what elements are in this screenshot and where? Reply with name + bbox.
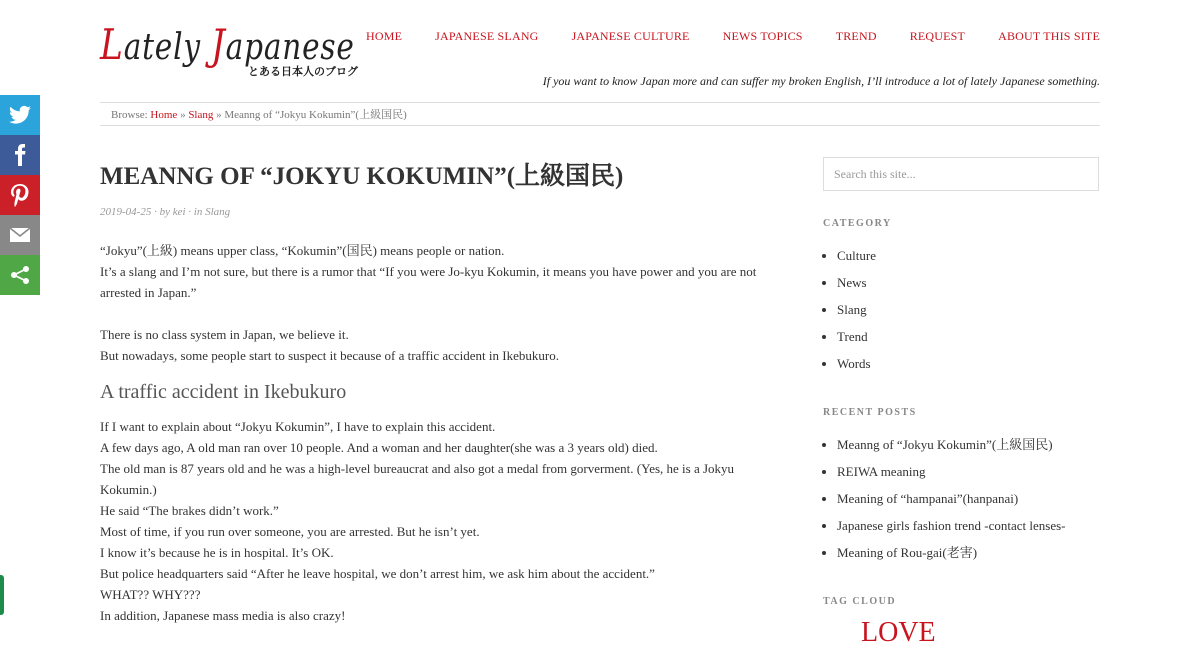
category-label: Slang (837, 302, 867, 317)
post-paragraph: It’s a slang and I’m not sure, but there is a rumor that “If you were Jo-kyu Kokumin, it means you have power and you are not arrested in Japan.” (100, 264, 757, 300)
nav-japanese-slang[interactable]: JAPANESE SLANG (435, 29, 539, 43)
recent-post-label: Meanng of “Jokyu Kokumin”(上級国民) (837, 437, 1053, 452)
nav-news-topics[interactable]: NEWS TOPICS (722, 29, 803, 43)
post-by-label: by (159, 206, 170, 218)
recent-post-item[interactable] (837, 431, 1099, 458)
recent-post-item[interactable] (837, 485, 1099, 512)
recent-post-label: Meaning of Rou-gai(老害) (837, 545, 978, 560)
tag-cloud-widget (823, 596, 1099, 607)
breadcrumb-separator: » (180, 109, 186, 121)
recent-post-label: Meaning of “hampanai”(hanpanai) (837, 491, 1019, 506)
breadcrumb-prefix: Browse: (111, 109, 148, 121)
sidebar (823, 157, 1099, 648)
breadcrumb (100, 102, 1100, 126)
tag-love[interactable]: LOVE (861, 617, 936, 648)
post-in-label: in (193, 206, 203, 218)
pinterest-icon (8, 183, 32, 207)
breadcrumb-home[interactable]: Home (150, 109, 178, 121)
category-widget (823, 218, 1099, 377)
main-nav (333, 29, 1100, 44)
nav-home[interactable]: HOME (366, 29, 403, 43)
nav-trend[interactable]: TREND (835, 29, 877, 43)
post-paragraph: He said “The brakes didn’t work.” (100, 503, 279, 518)
recent-post-label: Japanese girls fashion trend -contact lenses- (837, 518, 1066, 533)
recent-posts-title: RECENT POSTS (823, 407, 917, 418)
recent-post-label: REIWA meaning (837, 464, 926, 479)
category-item-culture[interactable] (837, 242, 1099, 269)
site-logo[interactable] (100, 20, 360, 84)
post-category[interactable]: Slang (205, 206, 231, 218)
pinterest-share-button[interactable] (0, 175, 40, 215)
facebook-icon (8, 143, 32, 167)
more-share-button[interactable] (0, 255, 40, 295)
category-label: Words (837, 356, 871, 371)
facebook-share-button[interactable] (0, 135, 40, 175)
breadcrumb-slang[interactable]: Slang (188, 109, 214, 121)
search-input[interactable] (823, 157, 1099, 191)
post-paragraph: But police headquarters said “After he leave hospital, we don’t arrest him, we ask him about the accident.” (100, 566, 655, 581)
post-paragraph: “Jokyu”(上級) means upper class, “Kokumin”(国民) means people or nation. (100, 243, 505, 258)
post-body (100, 240, 780, 626)
nav-about[interactable]: ABOUT THIS SITE (998, 29, 1100, 43)
category-label: News (837, 275, 867, 290)
share-bar (0, 95, 40, 295)
breadcrumb-current: Meanng of “Jokyu Kokumin”(上級国民) (224, 109, 407, 121)
tag-cloud-title: TAG CLOUD (823, 596, 897, 607)
post-paragraph: Most of time, if you run over someone, you are arrested. But he isn’t yet. (100, 524, 480, 539)
post-paragraph: I know it’s because he is in hospital. It’s OK. (100, 545, 334, 560)
email-share-button[interactable] (0, 215, 40, 255)
more-icon (8, 263, 32, 287)
post-subheading: A traffic accident in Ikebukuro (100, 381, 347, 403)
category-item-news[interactable] (837, 269, 1099, 296)
recent-posts-widget (823, 407, 1099, 566)
site-tagline: If you want to know Japan more and can suffer my broken English, I’ll introduce a lot of lately Japanese something. (542, 74, 1100, 88)
breadcrumb-separator: » (216, 109, 222, 121)
post-author[interactable]: kei (172, 206, 186, 218)
category-item-words[interactable] (837, 350, 1099, 377)
category-item-trend[interactable] (837, 323, 1099, 350)
post-paragraph: If I want to explain about “Jokyu Kokumin”, I have to explain this accident. (100, 419, 496, 434)
logo-subtitle: とある日本人のブログ (248, 65, 358, 78)
post-paragraph: There is no class system in Japan, we believe it. (100, 327, 349, 342)
nav-japanese-culture[interactable]: JAPANESE CULTURE (571, 29, 690, 43)
logo-text: Lately Japanese (100, 20, 355, 69)
feedback-tab[interactable] (0, 575, 4, 615)
nav-request[interactable]: REQUEST (909, 29, 966, 43)
twitter-icon (8, 103, 32, 127)
post-meta: 2019-04-25 · by kei · in Slang (100, 206, 231, 218)
post-paragraph: The old man is 87 years old and he was a high-level bureaucrat and also got a medal from gorverment. (Yes, he is a Jokyu Kokumin.) (100, 461, 735, 497)
category-label: Culture (837, 248, 876, 263)
category-label: Trend (837, 329, 868, 344)
post-paragraph: In addition, Japanese mass media is also crazy! (100, 608, 346, 623)
post-paragraph: A few days ago, A old man ran over 10 people. And a woman and her daughter(she was a 3 years old) died. (100, 440, 658, 455)
category-title: CATEGORY (823, 218, 892, 229)
email-icon (8, 223, 32, 247)
post-paragraph: But nowadays, some people start to suspect it because of a traffic accident in Ikebukuro. (100, 348, 559, 363)
site-header (100, 0, 1100, 100)
post-title: MEANNG OF “JOKYU KOKUMIN”(上級国民) (100, 163, 624, 190)
recent-post-item[interactable] (837, 512, 1099, 539)
post-date: 2019-04-25 (100, 206, 152, 218)
post-paragraph: WHAT?? WHY??? (100, 587, 201, 602)
recent-post-item[interactable] (837, 539, 1099, 566)
category-item-slang[interactable] (837, 296, 1099, 323)
twitter-share-button[interactable] (0, 95, 40, 135)
recent-post-item[interactable] (837, 458, 1099, 485)
